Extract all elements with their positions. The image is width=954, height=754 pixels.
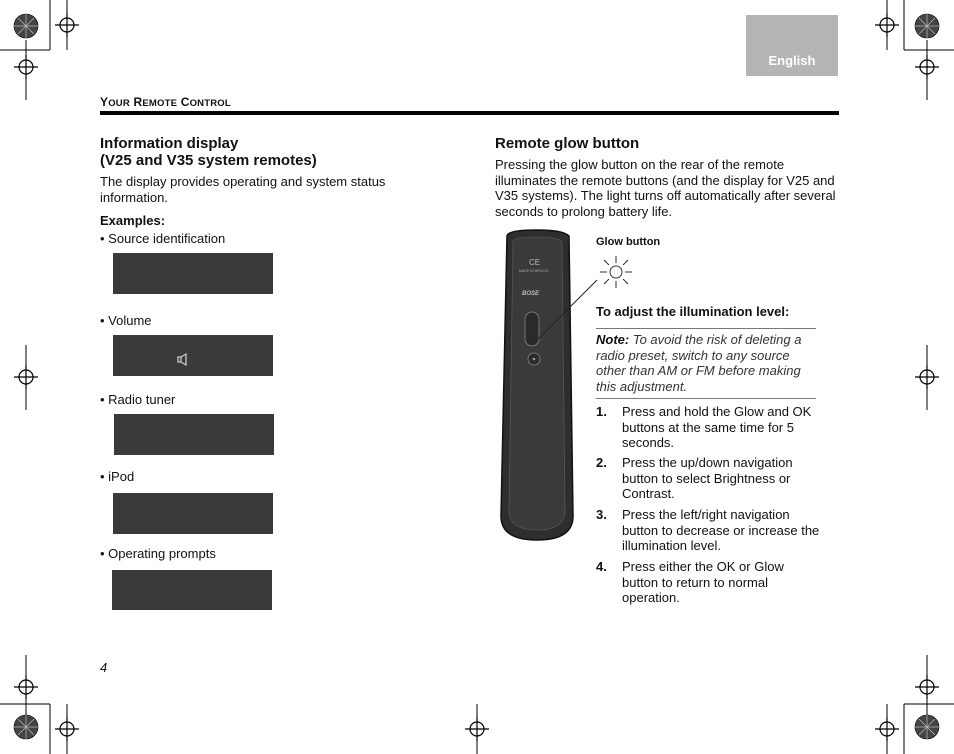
header-y: Y <box>100 95 109 109</box>
note-box <box>596 328 816 399</box>
language-tab-label: English <box>768 53 816 68</box>
step-text: Press the up/down navigation button to select Brightness or Contrast. <box>622 455 793 501</box>
info-display-heading <box>100 135 440 169</box>
sun-icon <box>597 253 635 291</box>
bullet-prompts: • Operating prompts <box>100 546 216 561</box>
made-in-label: MADE IN MEXICO <box>519 269 549 273</box>
bullet-source: • Source identification <box>100 231 226 246</box>
header-rule <box>100 111 839 115</box>
lcd-volume <box>113 335 273 376</box>
note-label: Note: <box>596 332 630 347</box>
glow-button-callout: Glow button <box>596 236 661 248</box>
lcd-source <box>113 253 273 294</box>
section-header <box>100 95 231 109</box>
bullet-ipod: • iPod <box>100 469 135 484</box>
header-ontrol: ONTROL <box>189 98 231 109</box>
step-number: 2. <box>596 455 607 470</box>
step-text: Press and hold the Glow and OK buttons at the same time for 5 seconds. <box>622 404 812 450</box>
step-number: 3. <box>596 507 607 522</box>
lcd-ipod <box>113 493 273 534</box>
step-number: 4. <box>596 559 607 574</box>
examples-label: Examples: <box>100 213 166 228</box>
bullet-volume: • Volume <box>100 313 152 328</box>
header-emote: EMOTE <box>142 98 178 109</box>
step-text: Press either the OK or Glow button to return to normal operation. <box>622 559 784 605</box>
header-our: OUR <box>108 98 130 109</box>
glow-heading <box>495 135 639 152</box>
bullet-radio: • Radio tuner <box>100 392 176 407</box>
lcd-radio <box>114 414 274 455</box>
remote-logo: BOSE <box>522 291 540 297</box>
note-text: To avoid the risk of deleting a radio preset, switch to any source other than AM or FM before making this adjustment. <box>596 332 802 394</box>
glow-button-shape <box>525 312 539 346</box>
header-r: R <box>133 95 143 109</box>
step-number: 1. <box>596 404 607 419</box>
info-display-intro: The display provides operating and system status information. <box>100 174 386 205</box>
glow-intro: Pressing the glow button on the rear of the remote illuminates the remote buttons (and the display for V25 and V35 systems). The light turns off automatically after several seconds to prolong battery life. <box>495 157 836 219</box>
heading-line1: Information display <box>100 135 239 152</box>
ce-mark: CE <box>529 258 541 267</box>
language-tab <box>746 15 838 76</box>
speaker-icon <box>177 353 189 367</box>
glow-heading-text: Remote glow button <box>495 135 640 152</box>
adjust-heading: To adjust the illumination level: <box>596 304 790 319</box>
heading-line2: (V25 and V35 system remotes) <box>100 152 317 169</box>
lcd-prompts <box>112 570 272 610</box>
header-c: C <box>180 95 190 109</box>
page-number: 4 <box>100 660 108 675</box>
step-text: Press the left/right navigation button to decrease or increase the illumination level. <box>622 507 820 553</box>
